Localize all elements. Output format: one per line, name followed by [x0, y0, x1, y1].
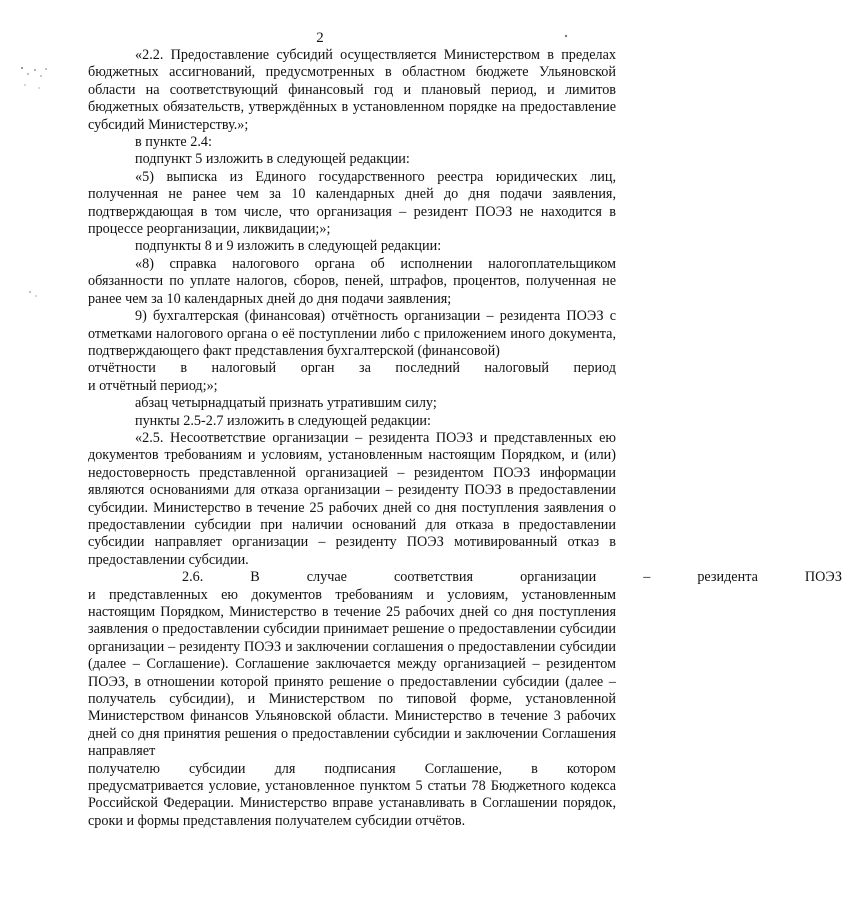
paragraph-subitem-5: «5) выписка из Единого государственного реестра юридических лиц, полученная не ранее чем за 10 календарных дней до дня подачи заявления, подтверждающая в том числе, что организация – резидент ПОЭЗ не находится в процессе реорганизации, ликвидации;»;: [88, 168, 616, 238]
paragraph-subitem-9-justified-line: отчётности в налоговый орган за последний налоговый период: [88, 360, 616, 377]
document-body: [88, 47, 842, 830]
paragraph-item-2-4: в пункте 2.4:: [135, 134, 212, 151]
paragraph-2-6-end: предусматривается условие, установленное пунктом 5 статьи 78 Бюджетного кодекса Российской Федерации. Министерство вправе устанавливать в Соглашении порядок, сроки и формы представления получателем субсидии отчётов.: [88, 778, 616, 829]
paragraph-2-6: и представленных ею документов требованиям и условиям, установленным настоящим Порядком, Министерство в течение 25 рабочих дней со дня поступления заявления о предоставлении субсидии принимает решение о предоставлении субсидии организации – резиденту ПОЭЗ и заключении соглашения о предоставлении субсидии (далее – Соглашение). Соглашение заключается между организацией – резидентом ПОЭЗ, в отношении которой принято решение о предоставлении субсидии (далее – получатель субсидии), и Министерством по типовой форме, установленной Министерством финансов Ульяновской области. Министерство в течение 3 рабочих дней со дня принятия решения о предоставлении субсидии и заключении Соглашения направляет: [88, 586, 616, 760]
paragraph-subitem-5-intro: подпункт 5 изложить в следующей редакции:: [135, 151, 410, 168]
paragraph-subitems-8-9-intro: подпункты 8 и 9 изложить в следующей редакции:: [135, 238, 442, 255]
paragraph-subitem-9-end: и отчётный период;»;: [88, 377, 218, 394]
page-number: 2: [316, 30, 324, 46]
paragraph-2-2: «2.2. Предоставление субсидий осуществляется Министерством в пределах бюджетных ассигнований, предусмотренных в областном бюджете Ульяновской области на соответствующий финансовый год и плановый период, и лимитов бюджетных обязательств, утверждённых в установленном порядке на предоставление субсидий Министерству.»;: [88, 47, 616, 133]
paragraph-subitem-9: 9) бухгалтерская (финансовая) отчётность организации – резидента ПОЭЗ с отметками налогового органа о её поступлении либо с приложением иного документа, подтверждающего факт представления бухгалтерской (финансовой): [88, 308, 616, 359]
paragraph-2-6-justified-line: получателю субсидии для подписания Соглашение, в котором: [88, 760, 616, 777]
paragraph-2-6-first-line: 2.6. В случае соответствия организации – резидента ПОЭЗ: [182, 569, 842, 586]
paragraph-items-2-5-2-7-intro: пункты 2.5-2.7 изложить в следующей редакции:: [135, 412, 431, 429]
paragraph-fourteenth-abzac: абзац четырнадцатый признать утратившим силу;: [135, 395, 437, 412]
paragraph-2-5: «2.5. Несоответствие организации – резидента ПОЭЗ и представленных ею документов требованиям и условиям, установленным настоящим Порядком, и (или) недостоверность представленной организацией – резидентом ПОЭЗ информации являются основаниями для отказа организации – резиденту ПОЭЗ в предоставлении субсидии. Министерство в течение 25 рабочих дней со дня поступления заявления о предоставлении субсидии при наличии оснований для отказа в предоставлении субсидии направляет организации – резиденту ПОЭЗ мотивированный отказ в предоставлении субсидии.: [88, 429, 616, 568]
paragraph-subitem-8: «8) справка налогового органа об исполнении налогоплательщиком обязанности по уплате налогов, сборов, пеней, штрафов, процентов, полученная не ранее чем за 10 календарных дней до дня подачи заявления;: [88, 255, 616, 307]
